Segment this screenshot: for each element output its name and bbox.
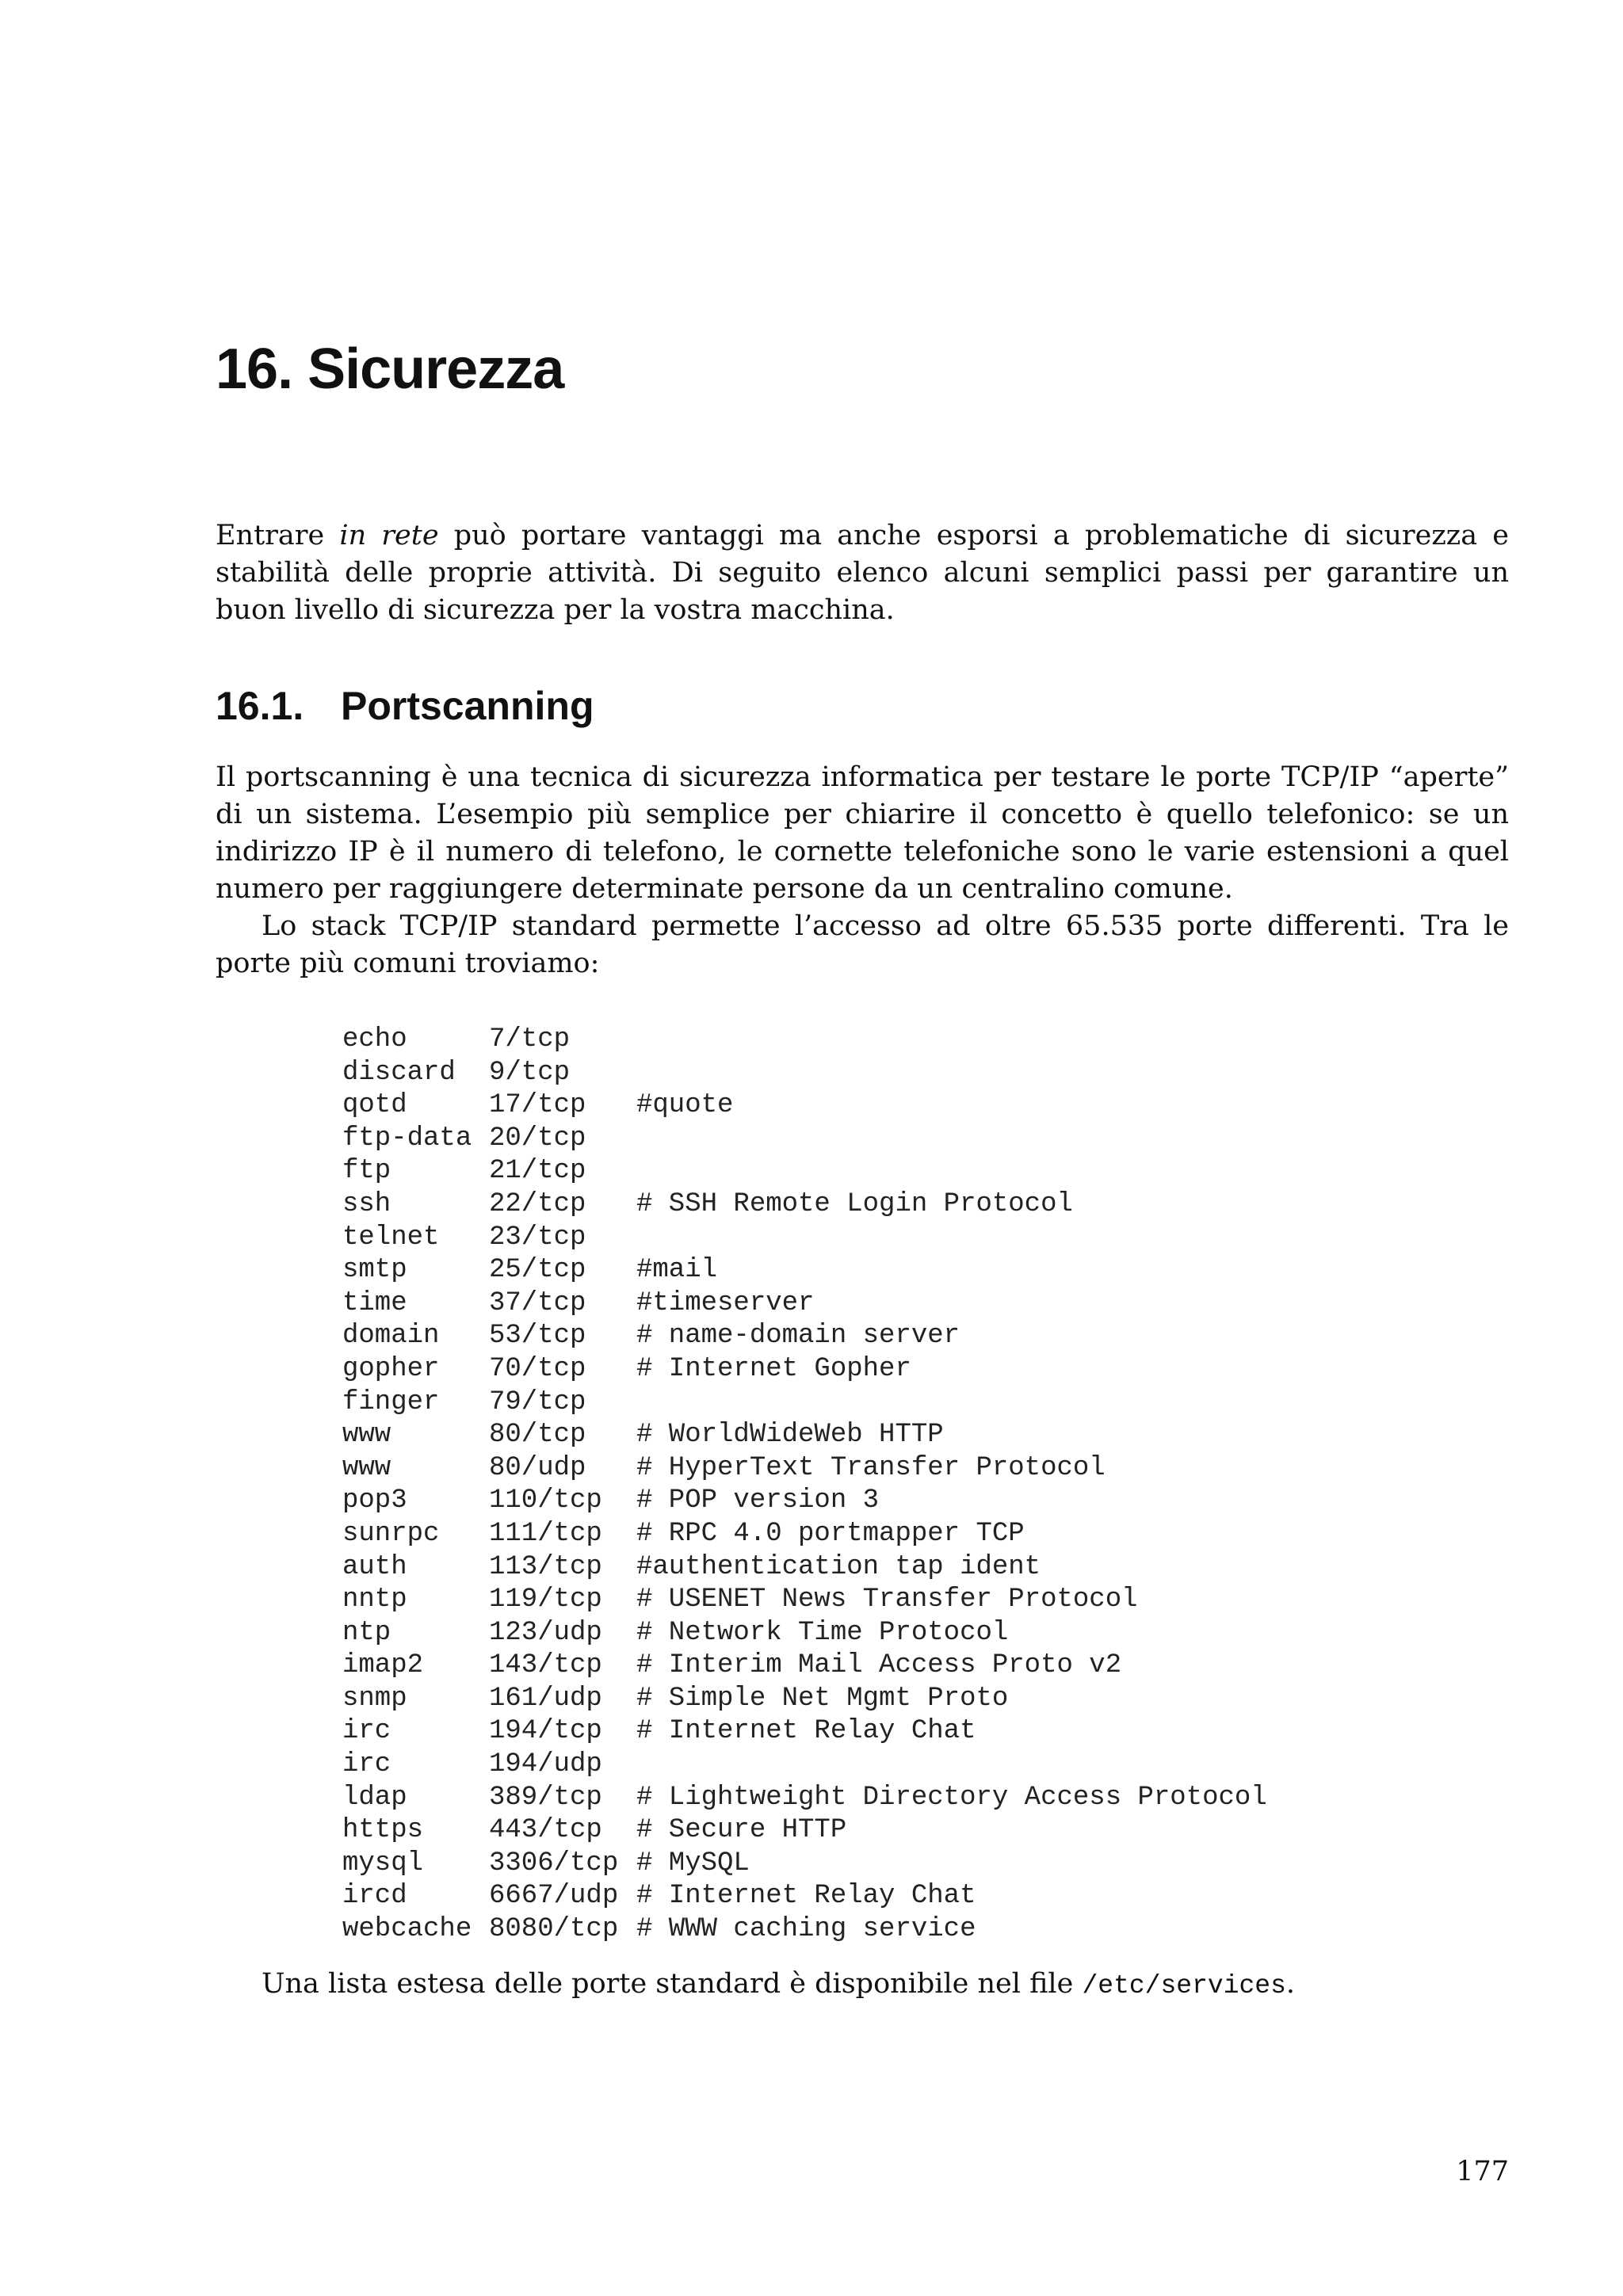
port-comment: # USENET News Transfer Protocol bbox=[636, 1585, 1138, 1615]
port-number: 37/tcp bbox=[489, 1287, 586, 1318]
port-number: 194/tcp bbox=[489, 1716, 602, 1747]
port-number: 110/tcp bbox=[489, 1486, 602, 1516]
section-title: Portscanning bbox=[341, 684, 594, 728]
port-row bbox=[342, 1024, 1267, 1057]
port-number: 21/tcp bbox=[489, 1156, 586, 1187]
port-comment: # Secure HTTP bbox=[636, 1815, 847, 1846]
port-comment: # Network Time Protocol bbox=[636, 1617, 1009, 1648]
port-row bbox=[342, 1485, 1267, 1518]
port-comment: #timeserver bbox=[636, 1287, 815, 1318]
port-comment: # Interim Mail Access Proto v2 bbox=[636, 1650, 1122, 1681]
service-name: sunrpc bbox=[342, 1518, 440, 1549]
service-name: echo bbox=[342, 1024, 407, 1055]
port-number: 143/tcp bbox=[489, 1650, 602, 1681]
port-comment: # HyperText Transfer Protocol bbox=[636, 1452, 1106, 1483]
port-row bbox=[342, 1222, 1267, 1255]
port-comment: # SSH Remote Login Protocol bbox=[636, 1188, 1073, 1219]
port-number: 79/tcp bbox=[489, 1386, 586, 1417]
port-row bbox=[342, 1089, 1267, 1123]
port-number: 9/tcp bbox=[489, 1057, 571, 1088]
service-name: ftp bbox=[342, 1156, 391, 1187]
port-number: 80/tcp bbox=[489, 1420, 586, 1451]
port-number: 3306/tcp bbox=[489, 1848, 619, 1878]
service-name: smtp bbox=[342, 1255, 407, 1286]
service-name: irc bbox=[342, 1716, 391, 1747]
port-row bbox=[342, 1650, 1267, 1683]
port-number: 389/tcp bbox=[489, 1782, 602, 1813]
port-row bbox=[342, 1551, 1267, 1585]
service-name: webcache bbox=[342, 1914, 472, 1945]
port-row bbox=[342, 1320, 1267, 1353]
service-name: telnet bbox=[342, 1222, 440, 1253]
tcp-stack-paragraph: Lo stack TCP/IP standard permette l’accesso ad oltre 65.535 porte differenti. Tra le porte più comuni troviamo: bbox=[216, 910, 1509, 979]
port-number: 6667/udp bbox=[489, 1881, 619, 1912]
port-number: 7/tcp bbox=[489, 1024, 571, 1055]
service-name: ntp bbox=[342, 1617, 391, 1648]
port-number: 161/udp bbox=[489, 1683, 602, 1714]
port-number: 113/tcp bbox=[489, 1551, 602, 1582]
port-comment: # Simple Net Mgmt Proto bbox=[636, 1683, 1009, 1714]
port-row bbox=[342, 1452, 1267, 1486]
port-row bbox=[342, 1254, 1267, 1287]
service-name: ftp-data bbox=[342, 1123, 472, 1154]
service-name: ircd bbox=[342, 1881, 407, 1912]
service-name: imap2 bbox=[342, 1650, 424, 1681]
port-row bbox=[342, 1913, 1267, 1947]
port-comment: #quote bbox=[636, 1090, 734, 1121]
port-number: 17/tcp bbox=[489, 1090, 586, 1121]
port-row bbox=[342, 1848, 1267, 1881]
chapter-title: 16. Sicurezza bbox=[216, 338, 564, 401]
service-name: www bbox=[342, 1420, 391, 1451]
port-row bbox=[342, 1287, 1267, 1321]
services-note bbox=[262, 1966, 1295, 2004]
port-row bbox=[342, 1123, 1267, 1156]
section-heading bbox=[216, 686, 594, 726]
service-name: irc bbox=[342, 1749, 391, 1780]
port-number: 23/tcp bbox=[489, 1222, 586, 1253]
service-name: ssh bbox=[342, 1188, 391, 1219]
port-row bbox=[342, 1353, 1267, 1386]
port-row bbox=[342, 1617, 1267, 1650]
port-row bbox=[342, 1386, 1267, 1420]
port-comment: # name-domain server bbox=[636, 1321, 960, 1352]
section-number: 16.1. bbox=[216, 684, 304, 728]
service-name: finger bbox=[342, 1386, 440, 1417]
port-row bbox=[342, 1155, 1267, 1188]
port-number: 70/tcp bbox=[489, 1353, 586, 1384]
service-name: discard bbox=[342, 1057, 456, 1088]
service-name: nntp bbox=[342, 1585, 407, 1615]
intro-paragraph bbox=[216, 517, 1509, 629]
service-name: snmp bbox=[342, 1683, 407, 1714]
ports-listing bbox=[342, 1024, 1267, 1947]
port-comment: #authentication tap ident bbox=[636, 1551, 1041, 1582]
port-row bbox=[342, 1782, 1267, 1815]
port-row bbox=[342, 1419, 1267, 1452]
services-file-path: /etc/services bbox=[1082, 1971, 1286, 2000]
port-row bbox=[342, 1683, 1267, 1716]
port-row bbox=[342, 1518, 1267, 1551]
service-name: pop3 bbox=[342, 1486, 407, 1516]
port-comment: # Lightweight Directory Access Protocol bbox=[636, 1782, 1267, 1813]
port-row bbox=[342, 1188, 1267, 1222]
port-number: 22/tcp bbox=[489, 1188, 586, 1219]
services-note-end: . bbox=[1285, 1968, 1296, 2000]
intro-emphasis: in rete bbox=[339, 520, 439, 551]
port-number: 194/udp bbox=[489, 1749, 602, 1780]
service-name: domain bbox=[342, 1321, 440, 1352]
port-row bbox=[342, 1584, 1267, 1617]
port-number: 443/tcp bbox=[489, 1815, 602, 1846]
port-comment: # RPC 4.0 portmapper TCP bbox=[636, 1518, 1025, 1549]
port-number: 8080/tcp bbox=[489, 1914, 619, 1945]
port-comment: # Internet Relay Chat bbox=[636, 1881, 976, 1912]
port-number: 20/tcp bbox=[489, 1123, 586, 1154]
port-comment: #mail bbox=[636, 1255, 718, 1286]
intro-text-start: Entrare bbox=[216, 520, 340, 551]
service-name: gopher bbox=[342, 1353, 440, 1384]
intro-text-end: può portare vantaggi ma anche esporsi a problematiche di sicurezza e stabilità delle proprie attività. Di seguito elenco alcuni semplici passi per garantire un buon livello di sicurezza per la vostra macchina. bbox=[216, 520, 1510, 626]
port-comment: # Internet Gopher bbox=[636, 1353, 911, 1384]
port-row bbox=[342, 1749, 1267, 1782]
port-row bbox=[342, 1880, 1267, 1913]
port-number: 53/tcp bbox=[489, 1321, 586, 1352]
service-name: qotd bbox=[342, 1090, 407, 1121]
page-number: 177 bbox=[1456, 2156, 1509, 2187]
port-number: 80/udp bbox=[489, 1452, 586, 1483]
service-name: www bbox=[342, 1452, 391, 1483]
service-name: https bbox=[342, 1815, 424, 1846]
service-name: mysql bbox=[342, 1848, 424, 1878]
portscanning-paragraph: Il portscanning è una tecnica di sicurezza informatica per testare le porte TCP/IP “aperte” di un sistema. L’esempio più semplice per chiarire il concetto è quello telefonico: se un indirizzo IP è il numero di telefono, le cornette telefoniche sono le varie estensioni a quel numero per raggiungere determinate persone da un centralino comune. bbox=[216, 761, 1509, 905]
port-comment: # MySQL bbox=[636, 1848, 750, 1878]
port-comment: # WWW caching service bbox=[636, 1914, 976, 1945]
port-number: 25/tcp bbox=[489, 1255, 586, 1286]
service-name: auth bbox=[342, 1551, 407, 1582]
section-body bbox=[216, 759, 1509, 982]
port-comment: # WorldWideWeb HTTP bbox=[636, 1420, 944, 1451]
port-number: 123/udp bbox=[489, 1617, 602, 1648]
port-row bbox=[342, 1814, 1267, 1848]
port-number: 111/tcp bbox=[489, 1518, 602, 1549]
service-name: ldap bbox=[342, 1782, 407, 1813]
port-number: 119/tcp bbox=[489, 1585, 602, 1615]
port-row bbox=[342, 1057, 1267, 1090]
service-name: time bbox=[342, 1287, 407, 1318]
port-comment: # Internet Relay Chat bbox=[636, 1716, 976, 1747]
port-row bbox=[342, 1715, 1267, 1749]
services-note-text: Una lista estesa delle porte standard è disponibile nel file bbox=[262, 1968, 1083, 2000]
port-comment: # POP version 3 bbox=[636, 1486, 880, 1516]
